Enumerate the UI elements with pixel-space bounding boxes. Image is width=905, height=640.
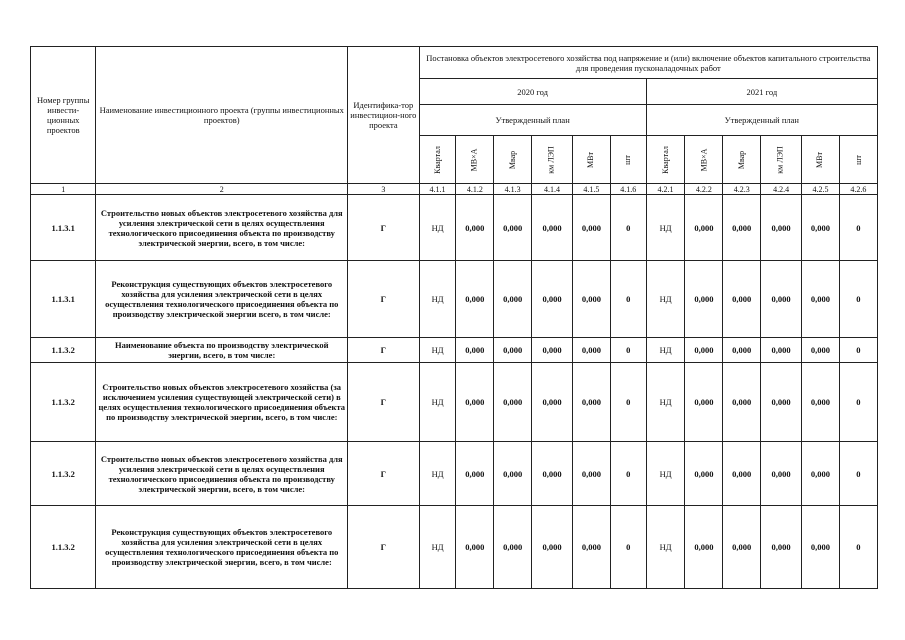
column-number: 4.2.5 [802, 184, 840, 195]
row-identifier: Г [348, 195, 420, 261]
unit-label: шт [853, 155, 863, 165]
row-quarter: НД [646, 506, 685, 589]
row-identifier: Г [348, 338, 420, 363]
row-value: 0,000 [723, 442, 761, 506]
unit-label: МВт [815, 152, 825, 168]
unit-label: МВт [586, 152, 596, 168]
row-group-number: 1.1.3.2 [31, 338, 96, 363]
column-number: 4.2.2 [685, 184, 723, 195]
table-row [31, 261, 878, 338]
column-number: 4.2.3 [723, 184, 761, 195]
row-value: 0,000 [456, 442, 494, 506]
row-identifier: Г [348, 506, 420, 589]
unit-header-2020 [610, 136, 646, 184]
unit-header-2020 [419, 136, 456, 184]
row-value: 0,000 [723, 506, 761, 589]
table-row [31, 363, 878, 442]
row-value: 0,000 [456, 363, 494, 442]
row-group-number: 1.1.3.2 [31, 363, 96, 442]
row-value: 0 [839, 442, 877, 506]
row-value: 0,000 [685, 506, 723, 589]
row-value: 0,000 [456, 506, 494, 589]
row-value: 0,000 [802, 195, 840, 261]
row-value: 0,000 [494, 338, 532, 363]
table-row [31, 195, 878, 261]
column-number: 4.1.6 [610, 184, 646, 195]
header-year-2020: 2020 год [419, 79, 646, 105]
row-project-name: Реконструкция существующих объектов электросетевого хозяйства для усиления электрической сети в целях осуществления технологического присоединения объекта по производству электрической энергии, всего, в том числе: [96, 506, 348, 589]
column-number: 4.2.1 [646, 184, 685, 195]
row-identifier: Г [348, 363, 420, 442]
row-value: 0,000 [573, 261, 611, 338]
column-number: 4.1.4 [532, 184, 573, 195]
header-year-2021: 2021 год [646, 79, 877, 105]
row-value: 0,000 [685, 442, 723, 506]
row-value: 0 [839, 363, 877, 442]
row-value: 0,000 [494, 506, 532, 589]
row-group-number: 1.1.3.2 [31, 442, 96, 506]
column-number: 2 [96, 184, 348, 195]
row-value: 0,000 [494, 195, 532, 261]
unit-label: шт [623, 155, 633, 165]
row-value: 0,000 [456, 338, 494, 363]
investment-table [30, 46, 878, 589]
header-project-name: Наименование инвестиционного проекта (группы инвестиционных проектов) [96, 47, 348, 184]
row-value: 0,000 [761, 261, 802, 338]
row-quarter: НД [646, 363, 685, 442]
unit-header-2020 [532, 136, 573, 184]
unit-header-2021 [685, 136, 723, 184]
row-value: 0 [839, 338, 877, 363]
row-quarter: НД [646, 261, 685, 338]
row-value: 0,000 [761, 442, 802, 506]
row-value: 0,000 [802, 363, 840, 442]
row-value: 0,000 [573, 338, 611, 363]
row-value: 0,000 [685, 338, 723, 363]
row-value: 0,000 [802, 506, 840, 589]
row-value: 0,000 [761, 506, 802, 589]
row-value: 0,000 [685, 195, 723, 261]
row-value: 0,000 [532, 261, 573, 338]
row-identifier: Г [348, 442, 420, 506]
row-value: 0 [839, 195, 877, 261]
row-value: 0,000 [532, 442, 573, 506]
row-value: 0,000 [532, 338, 573, 363]
row-value: 0,000 [723, 338, 761, 363]
row-value: 0,000 [761, 338, 802, 363]
row-quarter: НД [419, 261, 456, 338]
row-project-name: Строительство новых объектов электросетевого хозяйства (за исключением усиления существующей электрической сети) в целях осуществления технологического присоединения объекта по производству электрической энергии, всего, в том числе: [96, 363, 348, 442]
unit-label: км ЛЭП [776, 146, 786, 174]
row-value: 0 [839, 261, 877, 338]
row-quarter: НД [646, 442, 685, 506]
table-row [31, 442, 878, 506]
row-value: 0,000 [456, 261, 494, 338]
row-group-number: 1.1.3.1 [31, 195, 96, 261]
row-group-number: 1.1.3.2 [31, 506, 96, 589]
row-identifier: Г [348, 261, 420, 338]
row-project-name: Строительство новых объектов электросетевого хозяйства для усиления электрической сети в целях осуществления технологического присоединения объекта по производству электрической энергии, всего, в том числе: [96, 442, 348, 506]
row-value: 0,000 [573, 506, 611, 589]
unit-header-2021 [723, 136, 761, 184]
row-group-number: 1.1.3.1 [31, 261, 96, 338]
row-value: 0 [610, 506, 646, 589]
unit-label: Мвар [507, 150, 517, 170]
table-row [31, 338, 878, 363]
column-number: 4.2.4 [761, 184, 802, 195]
row-project-name: Строительство новых объектов электросетевого хозяйства для усиления электрической сети в целях осуществления технологического присоединения объекта по производству электрической энергии, всего, в том числе: [96, 195, 348, 261]
header-plan-2021: Утвержденный план [646, 105, 877, 136]
unit-label: Мвар [736, 150, 746, 170]
row-quarter: НД [419, 506, 456, 589]
row-value: 0,000 [494, 363, 532, 442]
unit-header-2020 [494, 136, 532, 184]
row-value: 0 [610, 195, 646, 261]
row-value: 0,000 [494, 442, 532, 506]
unit-header-2020 [573, 136, 611, 184]
unit-label: км ЛЭП [547, 146, 557, 174]
row-value: 0,000 [573, 363, 611, 442]
column-number: 4.1.2 [456, 184, 494, 195]
column-number: 4.1.1 [419, 184, 456, 195]
unit-header-2021 [646, 136, 685, 184]
row-value: 0,000 [573, 195, 611, 261]
row-value: 0,000 [761, 195, 802, 261]
row-value: 0,000 [723, 363, 761, 442]
unit-label: Квартал [432, 146, 442, 174]
header-main: Постановка объектов электросетевого хозяйства под напряжение и (или) включение объектов капитального строительства для проведения пусконаладочных работ [419, 47, 877, 79]
row-value: 0,000 [532, 363, 573, 442]
column-number: 4.1.3 [494, 184, 532, 195]
row-quarter: НД [646, 338, 685, 363]
row-value: 0 [610, 338, 646, 363]
header-group-number: Номер группы инвести-ционных проектов [31, 47, 96, 184]
unit-label: МВ×А [698, 148, 708, 172]
unit-header-2021 [802, 136, 840, 184]
column-number: 4.1.5 [573, 184, 611, 195]
row-project-name: Реконструкция существующих объектов электросетевого хозяйства для усиления электрической сети в целях осуществления технологического присоединения объекта по производству электрической энергии всего, в том числе: [96, 261, 348, 338]
header-identifier: Идентифика-тор инвестицион-ного проекта [348, 47, 420, 184]
unit-header-2021 [839, 136, 877, 184]
row-value: 0,000 [802, 261, 840, 338]
row-project-name: Наименование объекта по производству электрической энергии, всего, в том числе: [96, 338, 348, 363]
row-value: 0,000 [494, 261, 532, 338]
row-value: 0 [610, 261, 646, 338]
column-numbers-row [31, 184, 878, 195]
column-number: 3 [348, 184, 420, 195]
row-value: 0,000 [456, 195, 494, 261]
unit-label: Квартал [660, 146, 670, 174]
column-number: 1 [31, 184, 96, 195]
row-quarter: НД [419, 363, 456, 442]
row-value: 0,000 [573, 442, 611, 506]
row-value: 0 [839, 506, 877, 589]
row-value: 0,000 [685, 363, 723, 442]
row-quarter: НД [419, 195, 456, 261]
row-value: 0,000 [532, 195, 573, 261]
table-row [31, 506, 878, 589]
header-plan-2020: Утвержденный план [419, 105, 646, 136]
row-value: 0,000 [723, 261, 761, 338]
row-value: 0,000 [802, 442, 840, 506]
row-value: 0,000 [685, 261, 723, 338]
row-quarter: НД [419, 338, 456, 363]
row-value: 0,000 [723, 195, 761, 261]
row-value: 0 [610, 442, 646, 506]
unit-header-2020 [456, 136, 494, 184]
row-quarter: НД [646, 195, 685, 261]
row-value: 0 [610, 363, 646, 442]
row-value: 0,000 [761, 363, 802, 442]
column-number: 4.2.6 [839, 184, 877, 195]
row-value: 0,000 [802, 338, 840, 363]
unit-header-2021 [761, 136, 802, 184]
row-value: 0,000 [532, 506, 573, 589]
row-quarter: НД [419, 442, 456, 506]
unit-label: МВ×А [469, 148, 479, 172]
